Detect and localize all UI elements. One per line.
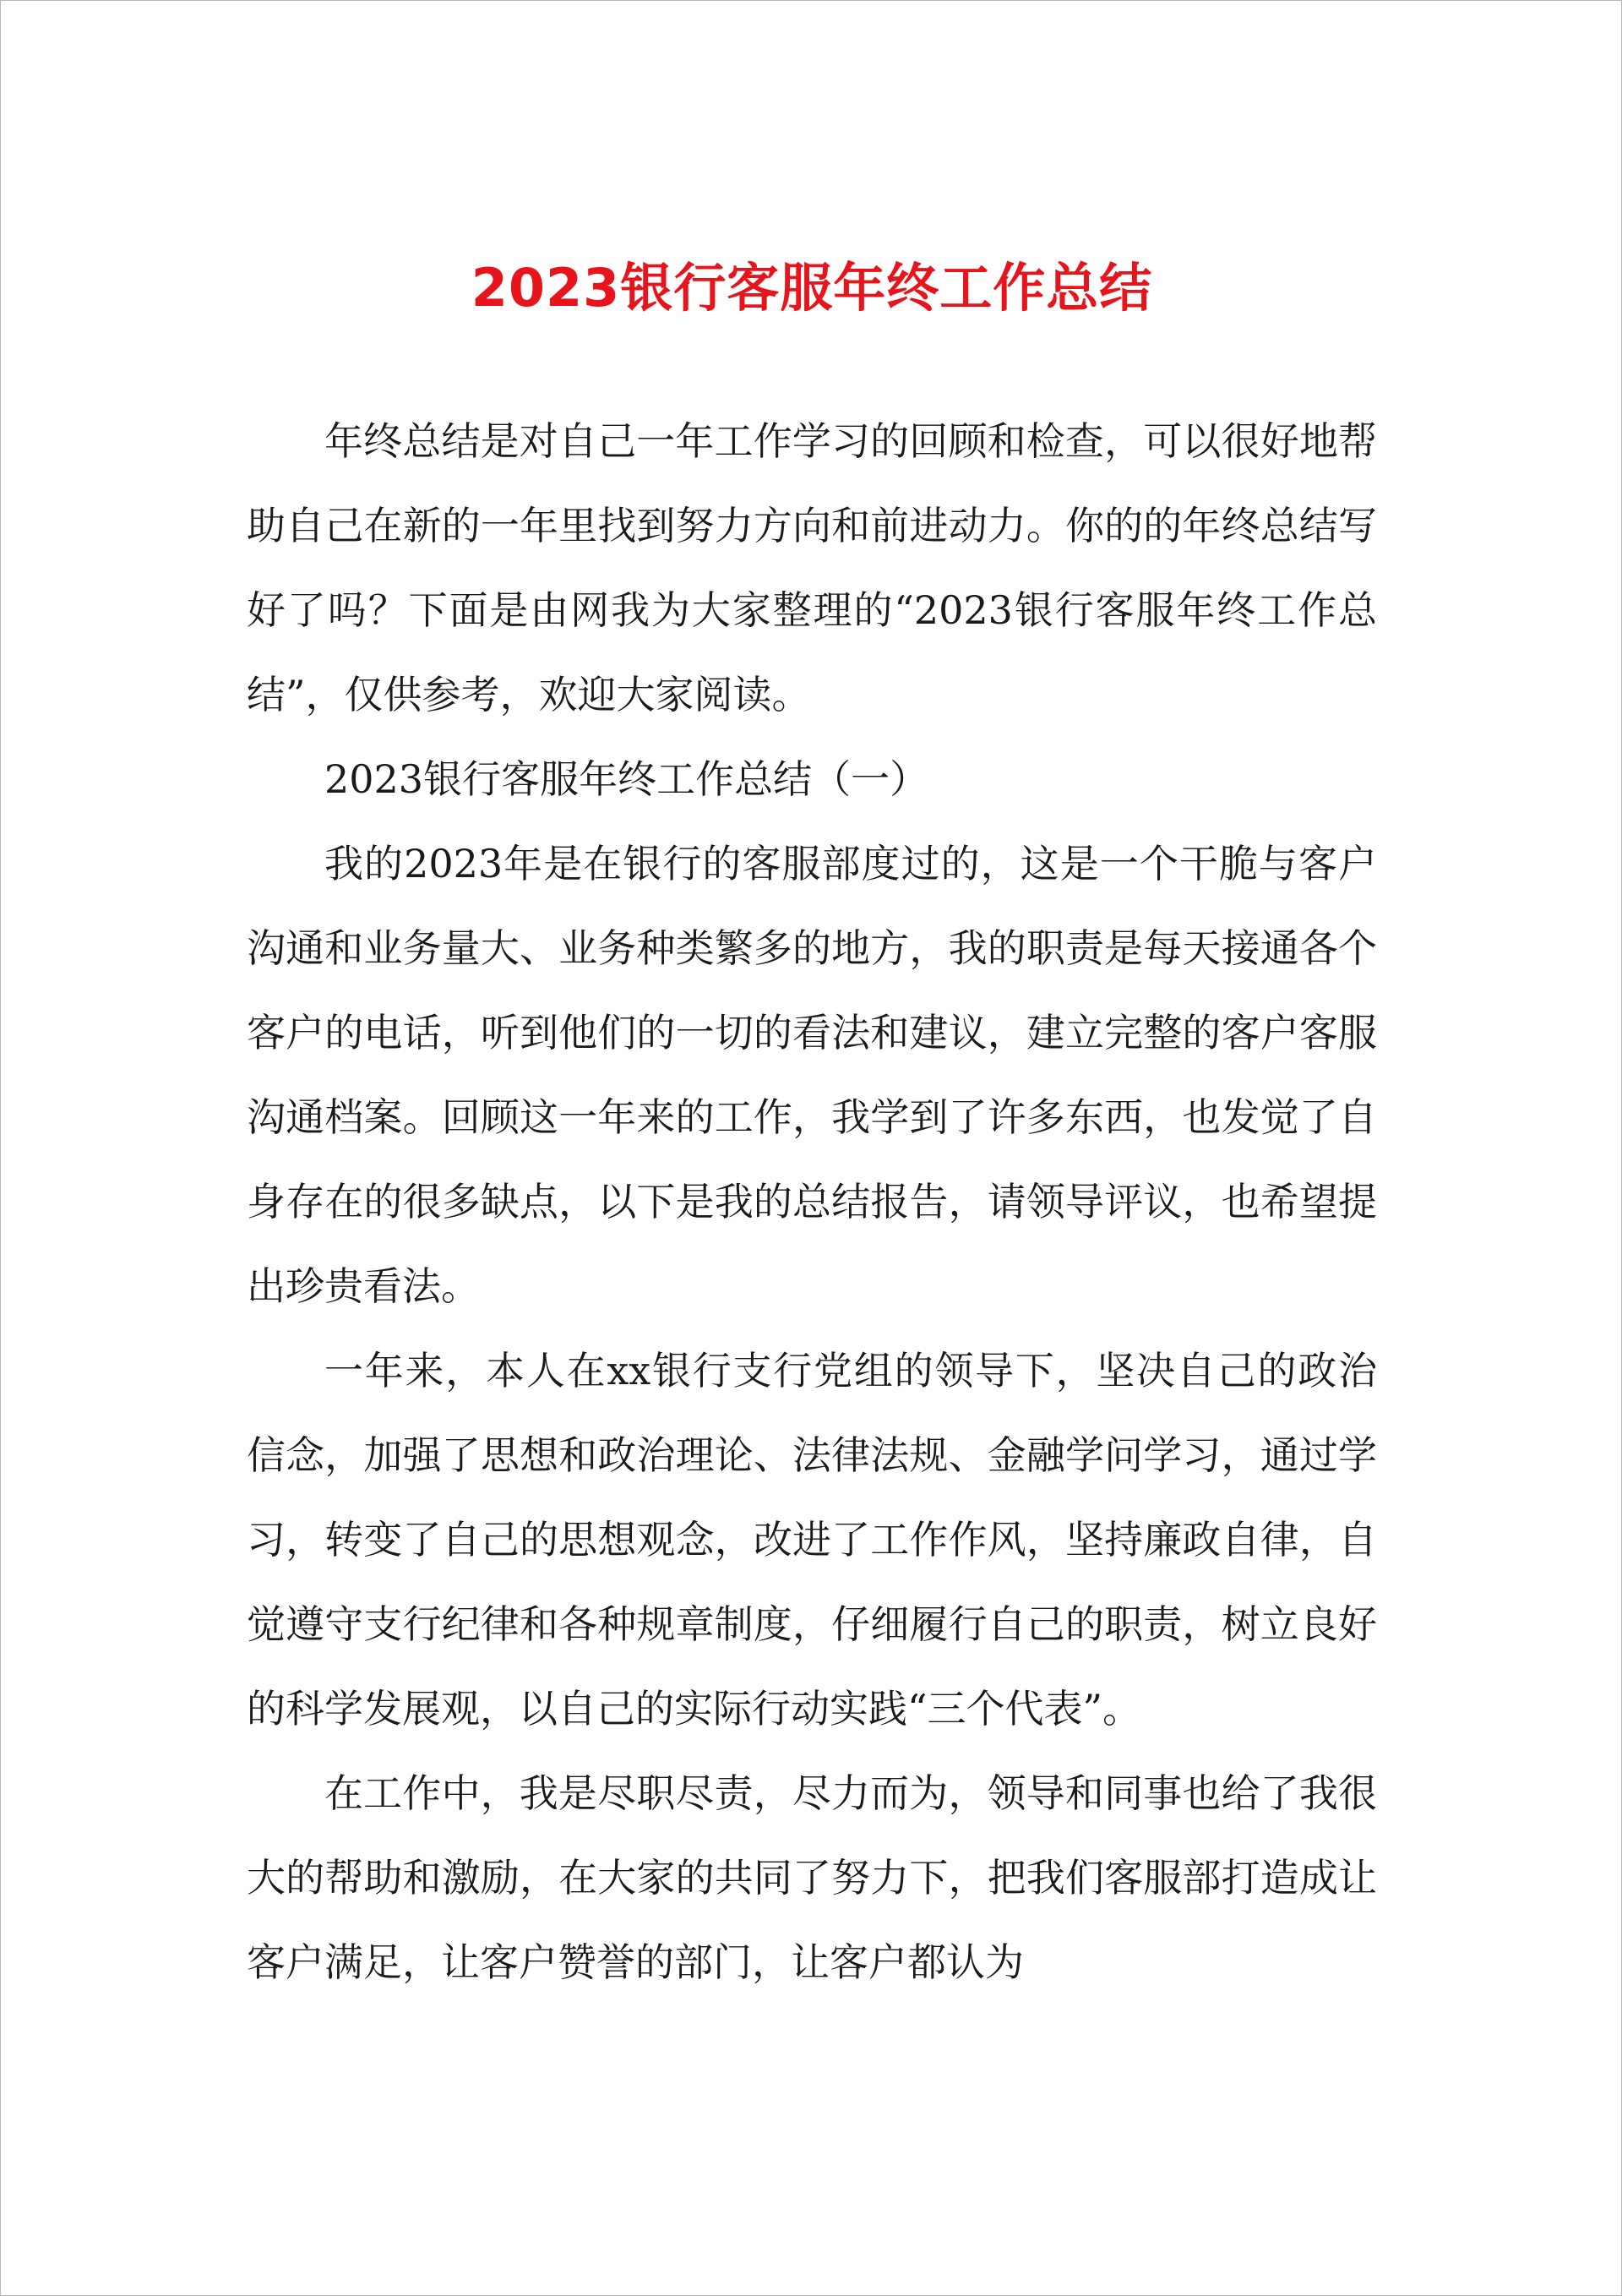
body-paragraph: 一年来，本人在xx银行支行党组的领导下，坚决自己的政治信念，加强了思想和政治理论、法律法规、金融学问学习，通过学习，转变了自己的思想观念，改进了工作作风，坚持廉政自律，自觉遵守支行纪律和各种规章制度，仔细履行自己的职责，树立良好的科学发展观，以自己的实际行动实践“三个代表”。 xyxy=(247,1348,1377,1732)
body-paragraph: 在工作中，我是尽职尽责，尽力而为，领导和同事也给了我很大的帮助和激励，在大家的共同了努力下，把我们客服部打造成让客户满足，让客户赞誉的部门，让客户都认为 xyxy=(247,1770,1377,1985)
body-paragraph: 我的2023年是在银行的客服部度过的，这是一个干脆与客户沟通和业务量大、业务种类繁多的地方，我的职责是每天接通各个客户的电话，听到他们的一切的看法和建议，建立完整的客户客服沟通档案。回顾这一年来的工作，我学到了许多东西，也发觉了自身存在的很多缺点，以下是我的总结报告，请领导评议，也希望提出珍贵看法。 xyxy=(247,841,1377,1309)
document-title: 2023银行客服年终工作总结 xyxy=(471,257,1153,319)
document-body xyxy=(247,399,1377,2004)
section-heading: 2023银行客服年终工作总结（一） xyxy=(324,756,929,802)
intro-paragraph: 年终总结是对自己一年工作学习的回顾和检查，可以很好地帮助自己在新的一年里找到努力方向和前进动力。你的的年终总结写好了吗？下面是由网我为大家整理的“2023银行客服年终工作总结”，仅供参考，欢迎大家阅读。 xyxy=(247,418,1377,717)
